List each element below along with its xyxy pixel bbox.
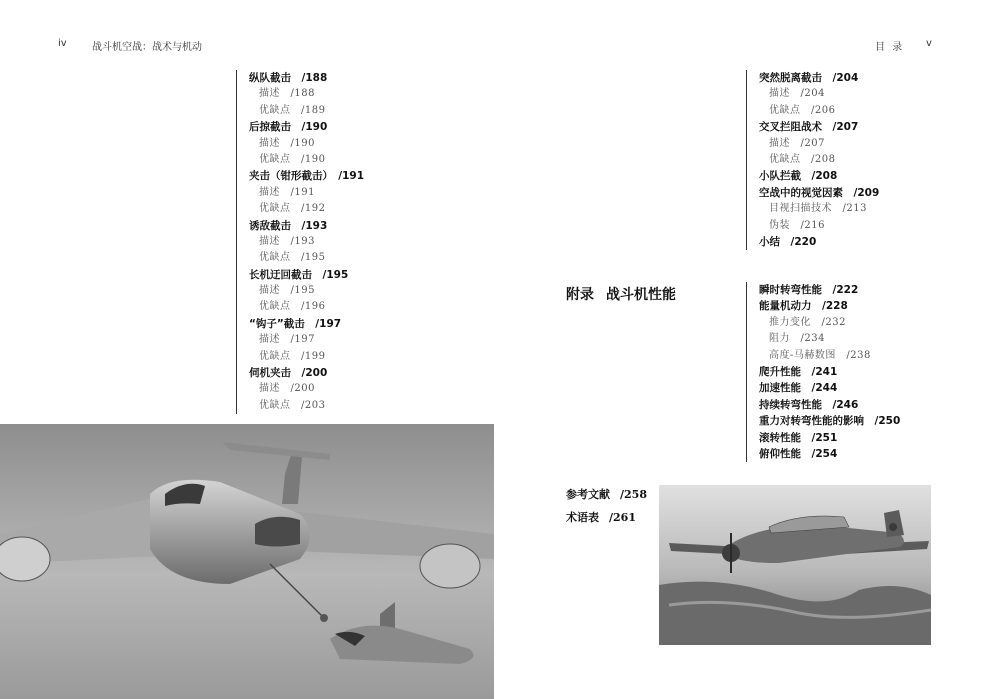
toc-appendix-column [746,282,900,462]
toc-entry: 纵队截击 /188 [249,72,328,84]
toc-right-column [746,70,879,250]
appendix-label: 附录 [566,287,594,303]
toc-entry: 突然脱离截击 /204 [759,72,859,84]
toc-subentry: 描述 /195 [259,285,315,297]
toc-subentry: 优缺点 /189 [259,104,326,116]
toc-subentry: 阻力 /234 [769,333,825,345]
toc-subentry: 优缺点 /195 [259,252,326,264]
toc-subentry: 高度-马赫数图 /238 [769,349,871,361]
toc-entry: 小结 /220 [759,235,817,248]
toc-subentry: 目视扫描技术 /213 [769,203,867,215]
toc-subentry: 优缺点 /196 [259,301,326,313]
references-entry [566,486,647,502]
glossary-page: /261 [609,511,636,524]
section-header: 目 录 [875,42,905,53]
toc-left-column [236,70,364,414]
toc-subentry: 描述 /191 [259,186,315,198]
references-label: 参考文献 [566,488,610,501]
toc-entry: “钩子”截击 /197 [249,317,342,330]
toc-entry: 长机迂回截击 /195 [249,268,349,281]
toc-subentry: 优缺点 /199 [259,350,326,362]
toc-subentry: 描述 /193 [259,235,315,247]
toc-subentry: 描述 /197 [259,334,315,346]
toc-entry: 诱敌截击 /193 [249,219,328,232]
toc-entry: 滚转性能 /251 [759,431,838,444]
right-page-number: v [926,38,932,49]
propeller-aircraft-photo [659,485,931,645]
toc-entry: 夹击（钳形截击） /191 [249,170,365,183]
toc-entry: 交叉拦阻战术 /207 [759,121,859,134]
toc-entry: 瞬时转弯性能 /222 [759,284,859,296]
appendix-title: 战斗机性能 [606,287,676,303]
toc-subentry: 优缺点 /190 [259,153,326,165]
glossary-label: 术语表 [566,511,599,524]
toc-entry: 加速性能 /244 [759,382,838,395]
toc-entry: 空战中的视觉因素 /209 [759,186,880,199]
toc-subentry: 描述 /188 [259,88,315,100]
toc-subentry: 推力变化 /232 [769,316,846,328]
glossary-entry [566,509,636,525]
toc-entry: 持续转弯性能 /246 [759,398,859,411]
toc-subentry: 描述 /190 [259,137,315,149]
toc-subentry: 优缺点 /206 [769,104,836,116]
appendix-heading [566,284,676,304]
toc-entry: 爬升性能 /241 [759,365,838,378]
references-page: /258 [620,488,647,501]
toc-subentry: 描述 /207 [769,137,825,149]
toc-entry: 重力对转弯性能的影响 /250 [759,415,901,428]
toc-subentry: 优缺点 /203 [259,399,326,411]
left-page-number: iv [58,38,67,49]
toc-entry: 小队拦截 /208 [759,170,838,183]
toc-subentry: 优缺点 /208 [769,153,836,165]
refueling-aircraft-photo [0,424,494,699]
toc-entry: 伺机夹击 /200 [249,367,328,380]
toc-entry: 后掠截击 /190 [249,121,328,134]
toc-subentry: 描述 /200 [259,383,315,395]
toc-subentry: 伪装 /216 [769,219,825,231]
toc-entry: 俯仰性能 /254 [759,447,838,460]
toc-entry: 能量机动力 /228 [759,300,848,313]
book-title-header: 战斗机空战：战术与机动 [92,42,202,53]
toc-subentry: 优缺点 /192 [259,203,326,215]
toc-subentry: 描述 /204 [769,88,825,100]
